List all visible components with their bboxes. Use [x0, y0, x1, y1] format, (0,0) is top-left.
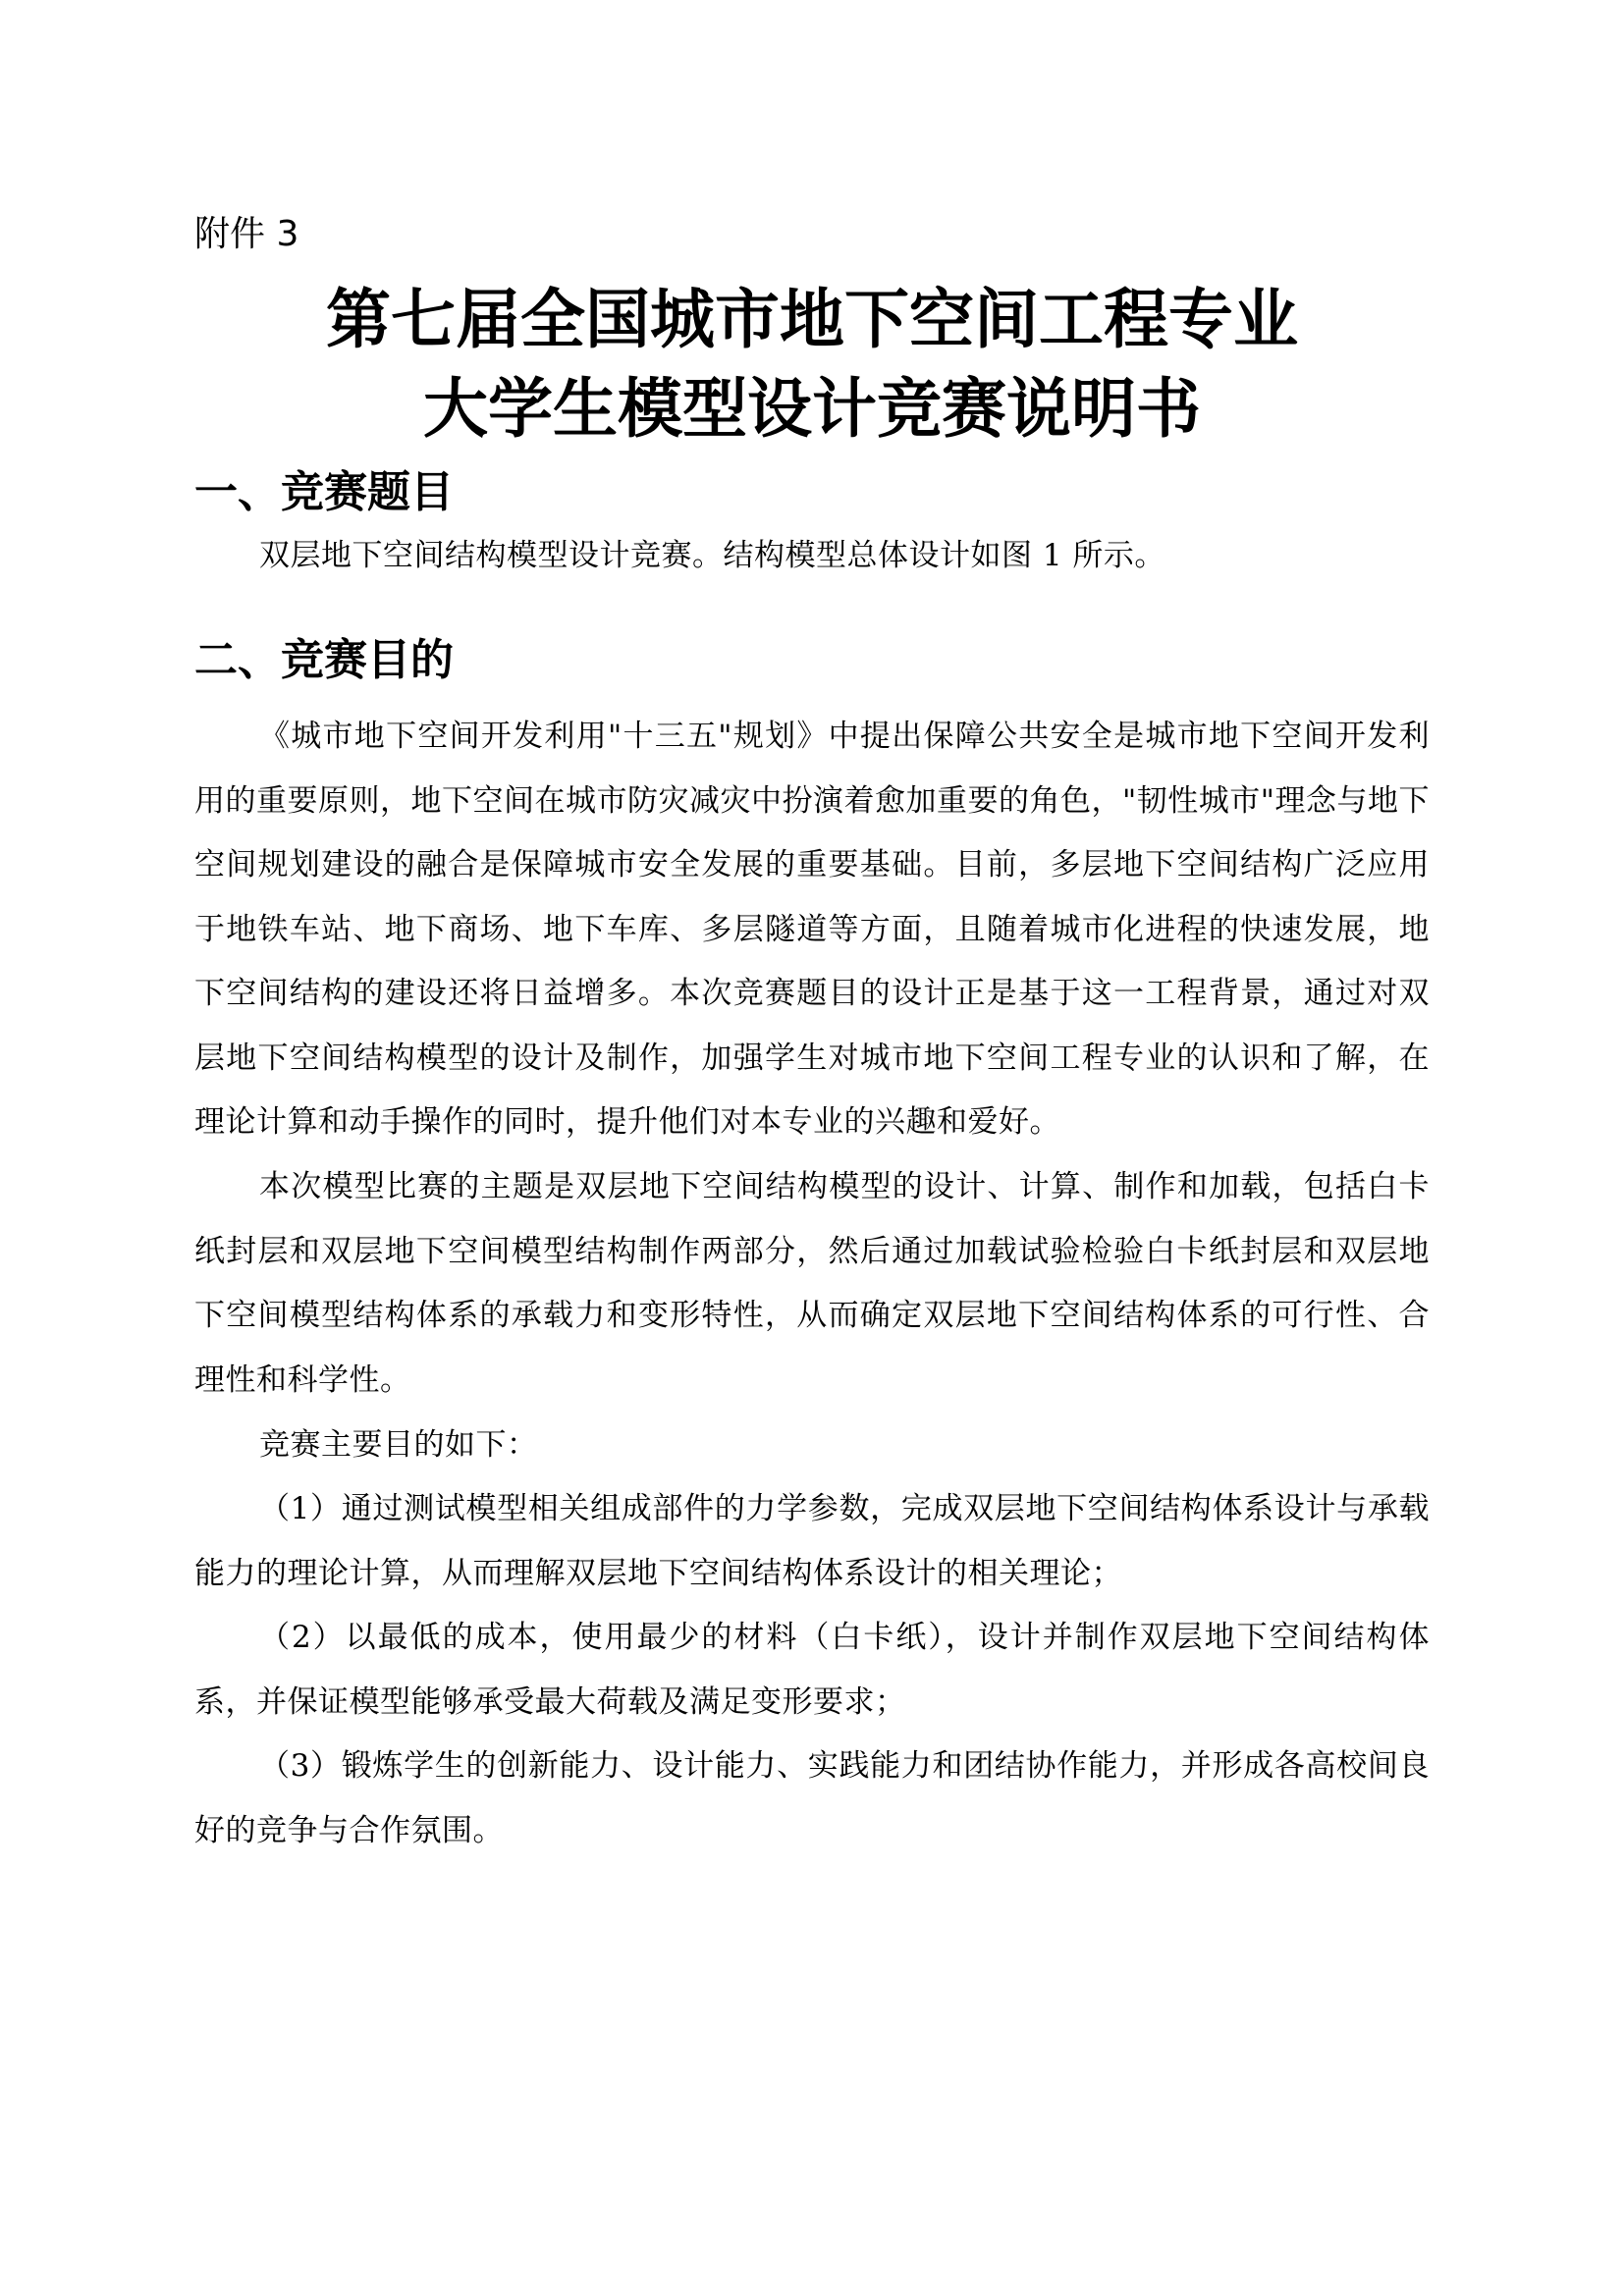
- paragraph-goals-intro: 竞赛主要目的如下：: [259, 1427, 538, 1463]
- list-item-goal-2: （2）以最低的成本，使用最少的材料（白卡纸），设计并制作双层地下空间结构体系，并保证模型能够承受最大荷载及满足变形要求；: [194, 1620, 1430, 1720]
- document-title-line-1: 第七届全国城市地下空间工程专业: [326, 282, 1298, 357]
- paragraph-theme: 本次模型比赛的主题是双层地下空间结构模型的设计、计算、制作和加载，包括白卡纸封层和双层地下空间模型结构制作两部分，然后通过加载试验检验白卡纸封层和双层地下空间模型结构体系的承载力和变形特性，从而确定双层地下空间结构体系的可行性、合理性和科学性。: [194, 1169, 1430, 1398]
- list-item-goal-3: （3）锻炼学生的创新能力、设计能力、实践能力和团结协作能力，并形成各高校间良好的竞争与合作氛围。: [194, 1748, 1430, 1848]
- attachment-label: 附件 3: [194, 214, 299, 254]
- document-title-line-2: 大学生模型设计竞赛说明书: [423, 371, 1201, 447]
- paragraph-topic: 双层地下空间结构模型设计竞赛。结构模型总体设计如图 1 所示。: [259, 538, 1165, 573]
- paragraph-background: 《城市地下空间开发利用"十三五"规划》中提出保障公共安全是城市地下空间开发利用的重要原则，地下空间在城市防灾减灾中扮演着愈加重要的角色，"韧性城市"理念与地下空间规划建设的融合是保障城市安全发展的重要基础。目前，多层地下空间结构广泛应用于地铁车站、地下商场、地下车库、多层隧道等方面，且随着城市化进程的快速发展，地下空间结构的建设还将日益增多。本次竞赛题目的设计正是基于这一工程背景，通过对双层地下空间结构模型的设计及制作，加强学生对城市地下空间工程专业的认识和了解，在理论计算和动手操作的同时，提升他们对本专业的兴趣和爱好。: [194, 719, 1431, 1140]
- section-heading-competition-purpose: 二、竞赛目的: [194, 635, 454, 685]
- section-heading-competition-topic: 一、竞赛题目: [194, 467, 454, 517]
- list-item-goal-1: （1）通过测试模型相关组成部件的力学参数，完成双层地下空间结构体系设计与承载能力的理论计算，从而理解双层地下空间结构体系设计的相关理论；: [194, 1491, 1430, 1591]
